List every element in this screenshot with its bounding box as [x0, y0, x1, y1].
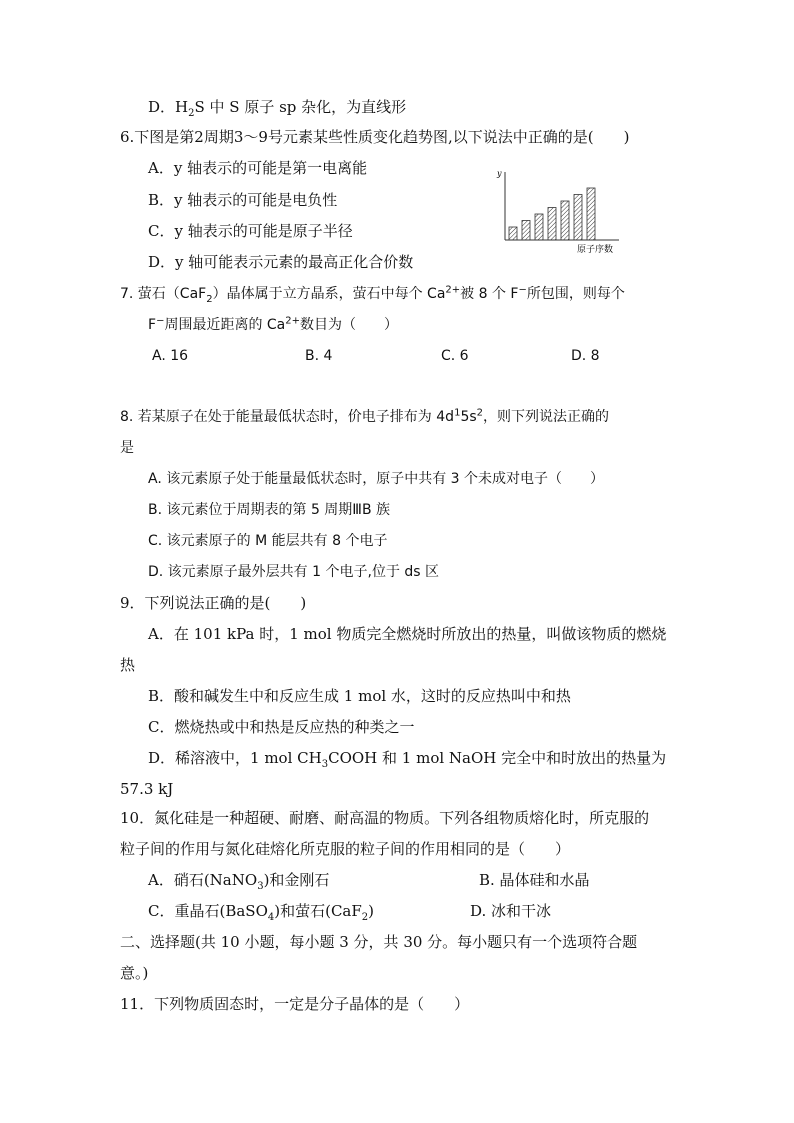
q7-option-c: C. 6 — [441, 348, 469, 364]
q8-option-c: C. 该元素原子的 M 能层共有 8 个电子 — [148, 533, 388, 549]
q10-option-a: A．硝石(NaNO$_3$)和金刚石 — [148, 871, 330, 892]
bar-3 — [509, 227, 517, 240]
bar-5 — [535, 214, 543, 240]
y-axis-label: y — [497, 169, 502, 178]
q6-stem: 6.下图是第2周期3～9号元素某些性质变化趋势图,以下说法中正确的是( ) — [120, 128, 630, 146]
q6-option-d: D．y 轴可能表示元素的最高正化合价数 — [148, 253, 414, 271]
q10-option-d: D. 冰和干冰 — [470, 902, 552, 920]
q6-option-b: B．y 轴表示的可能是电负性 — [148, 191, 338, 209]
bar-7 — [561, 201, 569, 240]
bar-9 — [587, 188, 595, 240]
q9-option-c: C．燃烧热或中和热是反应热的种类之一 — [148, 718, 415, 736]
bar-8 — [574, 195, 582, 241]
q11-stem: 11．下列物质固态时，一定是分子晶体的是（ ） — [120, 995, 470, 1013]
q6-option-a: A．y 轴表示的可能是第一电离能 — [148, 159, 368, 177]
section2-heading-line1: 二、选择题(共 10 小题，每小题 3 分，共 30 分。每小题只有一个选项符合题 — [120, 933, 638, 951]
q8-option-b: B. 该元素位于周期表的第 5 周期ⅢB 族 — [148, 502, 391, 518]
q8-option-d: D. 该元素原子最外层共有 1 个电子,位于 ds 区 — [148, 564, 440, 580]
q7-option-b: B. 4 — [305, 348, 333, 364]
trend-chart-svg — [495, 168, 625, 256]
q9-option-b: B．酸和碱发生中和反应生成 1 mol 水，这时的反应热叫中和热 — [148, 687, 571, 705]
q8-stem-line1: 8. 若某原子在处于能量最低状态时，价电子排布为 $4d^15s^2$，则下列说法正确的 — [120, 407, 610, 425]
bar-4 — [522, 221, 530, 241]
q7-stem-line2: F−周围最近距离的 $Ca^{2+}$数目为（ ） — [148, 315, 399, 333]
q7-stem-line1: 7. 萤石（CaF$_2$）晶体属于立方晶系，萤石中每个 $Ca^{2+}$被 8 个 F−所包围，则每个 — [120, 284, 625, 305]
q10-option-c: C．重晶石(BaSO$_4$)和萤石(CaF$_2$) — [148, 902, 375, 923]
q5-option-d: D．$H_2S$ 中 S 原子 sp 杂化，为直线形 — [148, 98, 407, 119]
q7-option-a: A. 16 — [152, 348, 189, 364]
q8-option-a: A. 该元素原子处于能量最低状态时，原子中共有 3 个未成对电子（ ） — [148, 471, 605, 487]
q9-option-a-line2: 热 — [120, 656, 136, 674]
q9-option-d-line1: D．稀溶液中，1 mol $CH_3COOH$ 和 1 mol NaOH 完全中和时放出的热量为 — [148, 749, 667, 770]
q9-option-a-line1: A．在 101 kPa 时，1 mol 物质完全燃烧时所放出的热量，叫做该物质的燃烧 — [148, 625, 667, 643]
x-axis-label: 原子序数 — [577, 245, 614, 255]
trend-bar-chart — [495, 168, 625, 256]
q10-stem-line1: 10．氮化硅是一种超硬、耐磨、耐高温的物质。下列各组物质熔化时，所克服的 — [120, 809, 650, 827]
section2-heading-line2: 意。) — [120, 964, 149, 982]
q8-stem-line2: 是 — [120, 440, 134, 456]
q9-stem: 9．下列说法正确的是( ) — [120, 594, 307, 612]
q7-option-d: D. 8 — [571, 348, 600, 364]
bar-6 — [548, 208, 556, 241]
q6-option-c: C．y 轴表示的可能是原子半径 — [148, 222, 353, 240]
q10-stem-line2: 粒子间的作用与氮化硅熔化所克服的粒子间的作用相同的是（ ） — [120, 840, 571, 858]
q9-option-d-line2: 57.3 kJ — [120, 780, 174, 798]
q10-option-b: B. 晶体硅和水晶 — [479, 871, 590, 889]
